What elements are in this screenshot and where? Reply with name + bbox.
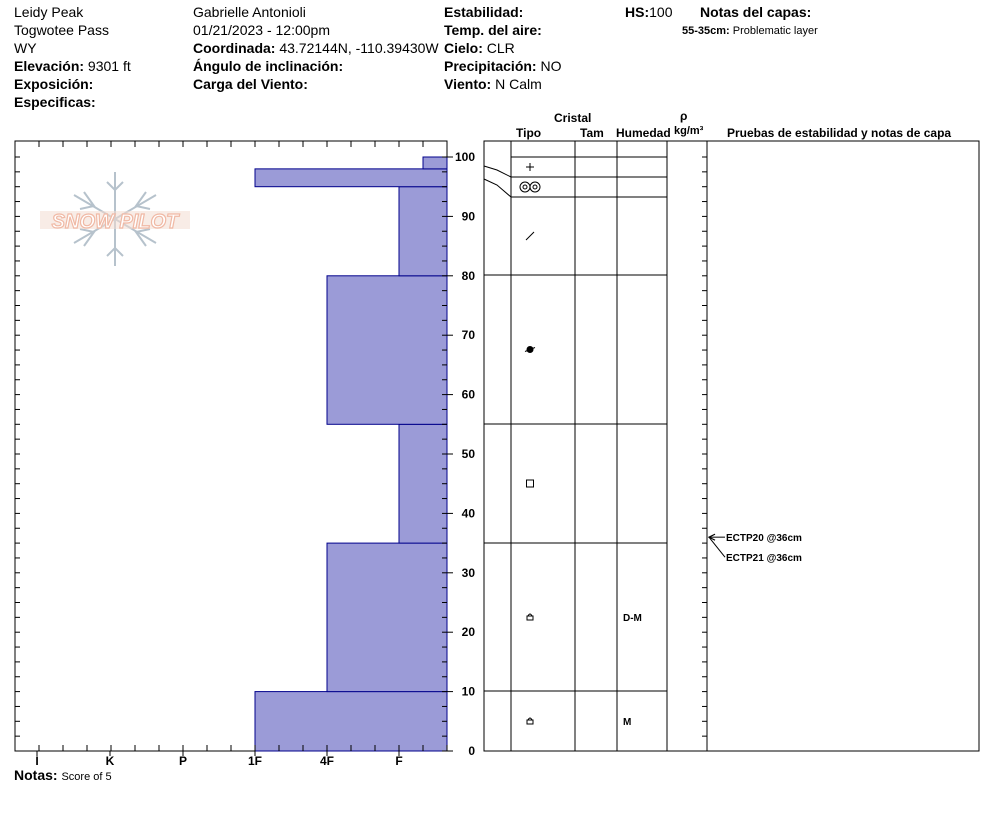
tests-header: Pruebas de estabilidad y notas de capa <box>727 126 952 140</box>
grain-ring-outer <box>520 182 530 192</box>
wind-value: N Calm <box>495 76 542 92</box>
elevation-value: 9301 ft <box>87 58 131 74</box>
layer-note-text: Problematic layer <box>732 25 818 37</box>
precip-value: NO <box>540 58 562 74</box>
stability-label: Estabilidad: <box>444 4 524 20</box>
hardness-bar <box>399 187 447 276</box>
notes-row <box>14 767 112 785</box>
height-tick-label: 60 <box>461 387 475 402</box>
grain-slash <box>526 232 534 240</box>
coordinate-value: 43.72144N, -110.39430W <box>279 40 439 56</box>
height-tick-label: 80 <box>461 268 475 283</box>
grain-ring-inner <box>533 185 537 189</box>
layer-row <box>511 275 667 353</box>
notes-value: Score of 5 <box>61 771 112 783</box>
layer-connector <box>484 179 511 197</box>
sky-label: Cielo: <box>444 40 483 56</box>
height-tick-label: 70 <box>461 328 475 343</box>
hardness-bar <box>399 424 447 543</box>
hardness-tick-label: I <box>35 754 39 768</box>
grain-square <box>527 480 534 487</box>
hardness-bar <box>327 276 447 425</box>
location-name: Leidy Peak <box>14 4 84 20</box>
test-pointer <box>709 537 725 557</box>
hardness-tick-label: K <box>105 754 115 768</box>
layer-connector <box>484 166 511 177</box>
type-header: Tipo <box>516 126 542 140</box>
moisture-header: Humedad <box>616 126 671 140</box>
layer-note-range: 55-35cm: <box>682 25 730 37</box>
logo-text: SNOW PILOT <box>51 211 179 233</box>
grain-melt-box <box>527 616 533 620</box>
size-header: Tam <box>580 126 604 140</box>
layer-notes-label: Notas del capas: <box>700 4 812 20</box>
height-tick-label: 50 <box>461 447 475 461</box>
hs-value: 100 <box>649 4 673 20</box>
stability-test-label: ECTP21 @36cm <box>726 553 802 565</box>
hardness-bar <box>423 157 447 169</box>
layer-table-frame <box>484 141 979 751</box>
stability-test-label: ECTP20 @36cm <box>726 533 802 545</box>
layer-row <box>511 691 667 728</box>
grain-ring-outer <box>530 182 540 192</box>
observer-name: Gabrielle Antonioli <box>193 4 306 20</box>
height-tick-label: 30 <box>461 565 475 580</box>
wind-label: Viento: <box>444 76 492 92</box>
hs-label: HS: <box>625 4 650 20</box>
hardness-bar <box>327 543 447 692</box>
specifics-label: Especificas: <box>14 94 96 110</box>
rho-header: ρ <box>680 109 688 123</box>
height-tick-label: 10 <box>461 684 475 699</box>
density-unit-header: kg/m³ <box>674 125 704 137</box>
range-name: Togwotee Pass <box>14 22 109 38</box>
aspect-label: Exposición: <box>14 76 94 92</box>
height-tick-label: 0 <box>468 744 475 758</box>
hardness-bar <box>255 169 447 187</box>
snowpilot-logo <box>40 172 190 266</box>
height-tick-label: 40 <box>461 506 475 521</box>
coordinate-label: Coordinada: <box>193 40 276 56</box>
crystal-header: Cristal <box>554 111 592 125</box>
layer-row <box>511 424 667 487</box>
air-temp-label: Temp. del aire: <box>444 22 542 38</box>
layer-row <box>511 197 667 240</box>
grain-melt-box <box>527 720 533 724</box>
elevation-label: Elevación: <box>14 58 85 74</box>
hardness-tick-label: 4F <box>319 754 335 768</box>
state-name: WY <box>14 40 37 56</box>
sky-value: CLR <box>486 40 515 56</box>
precip-label: Precipitación: <box>444 58 537 74</box>
slope-angle-label: Ángulo de inclinación: <box>193 58 344 74</box>
hardness-tick-label: 1F <box>247 754 263 768</box>
notes-label: Notas: <box>14 767 58 783</box>
height-tick-label: 100 <box>454 150 475 164</box>
hardness-tick-label: F <box>395 754 403 768</box>
hardness-tick-label: P <box>178 754 188 768</box>
height-tick-label: 20 <box>461 625 475 640</box>
layer-moisture: D-M <box>623 613 642 624</box>
grain-ring-inner <box>523 185 527 189</box>
layer-row <box>511 177 667 192</box>
layer-moisture: M <box>623 717 632 728</box>
stability-tests <box>709 533 802 564</box>
height-tick-label: 90 <box>461 209 475 224</box>
hardness-bars <box>255 157 447 751</box>
layer-row <box>511 543 667 624</box>
obs-datetime: 01/21/2023 - 12:00pm <box>193 22 330 38</box>
hardness-bar <box>255 692 447 751</box>
layer-row <box>511 157 667 171</box>
wind-load-label: Carga del Viento: <box>193 76 308 92</box>
